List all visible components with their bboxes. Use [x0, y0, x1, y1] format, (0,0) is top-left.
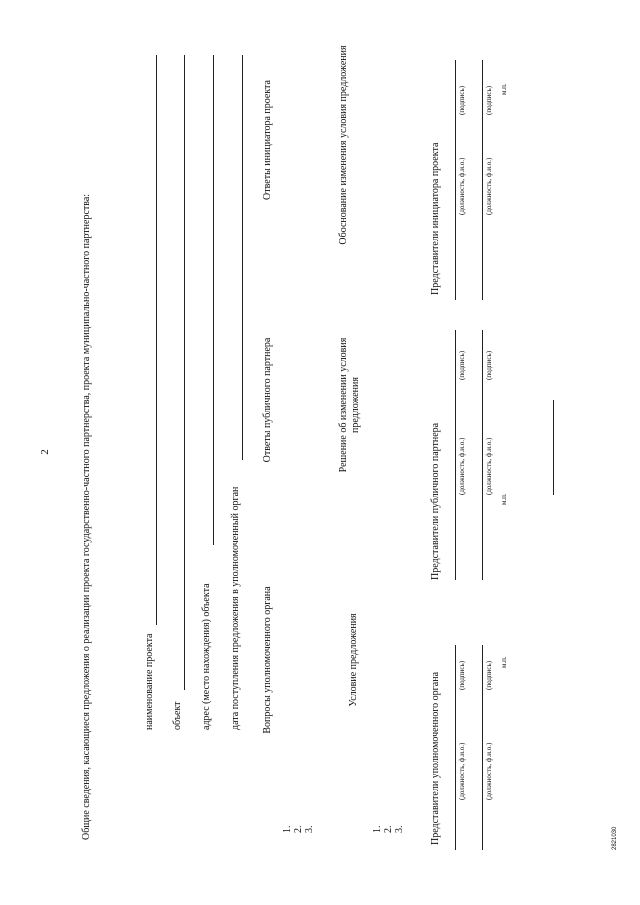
sig-partner-title: Представители публичного партнера — [430, 422, 441, 580]
field-object-line — [184, 55, 185, 690]
footnote-separator — [553, 400, 554, 495]
intro-text: Общие сведения, касающиеся предложения о реализации проекта государственно-частного партнерства, проекта муниципально-частного партнерства: — [81, 193, 92, 840]
sig-partner-line-2 — [482, 330, 483, 580]
field-object: объект — [172, 701, 183, 730]
qa-row-1: 1. — [282, 825, 293, 833]
sig-authority-pos-2: (должность, ф.и.о.) — [485, 742, 493, 800]
cond-row-1: 1. — [372, 825, 383, 833]
qa-row-3: 3. — [304, 825, 315, 833]
sig-partner-pos-1: (должность, ф.и.о.) — [458, 437, 466, 495]
sig-authority-pos-1: (должность, ф.и.о.) — [458, 742, 466, 800]
cond-col2-header: Решение об изменении условия предложения — [338, 337, 361, 473]
sig-initiator-sign-1: (подпись) — [458, 85, 466, 115]
field-project-name-line — [156, 55, 157, 625]
sig-initiator-title: Представители инициатора проекта — [430, 142, 441, 295]
field-project-name: наименование проекта — [144, 633, 155, 730]
sig-authority-sign-2: (подпись) — [485, 660, 493, 690]
page-number: 2 — [38, 449, 51, 455]
field-date-received-line — [242, 55, 243, 460]
sig-initiator-pos-1: (должность, ф.и.о.) — [458, 157, 466, 215]
sig-partner-stamp: м.п. — [500, 493, 508, 505]
sig-initiator-pos-2: (должность, ф.и.о.) — [485, 157, 493, 215]
sig-initiator-line-1 — [455, 60, 456, 300]
field-address-line — [213, 55, 214, 545]
sig-partner-sign-2: (подпись) — [485, 350, 493, 380]
sig-initiator-stamp: м.п. — [500, 83, 508, 95]
cond-col1-header: Условие предложения — [348, 613, 359, 707]
sig-authority-stamp: м.п. — [500, 656, 508, 668]
sig-initiator-sign-2: (подпись) — [485, 85, 493, 115]
cond-row-3: 3. — [394, 825, 405, 833]
doc-id: 2821030 — [612, 826, 618, 850]
sig-partner-sign-1: (подпись) — [458, 350, 466, 380]
qa-col3-header: Ответы инициатора проекта — [262, 80, 273, 200]
sig-initiator-line-2 — [482, 60, 483, 300]
cond-row-2: 2. — [383, 825, 394, 833]
qa-col1-header: Вопросы уполномоченного органа — [262, 586, 273, 734]
sig-authority-line-1 — [455, 645, 456, 850]
qa-row-2: 2. — [293, 825, 304, 833]
qa-col2-header: Ответы публичного партнера — [262, 337, 273, 463]
cond-col3-header: Обоснование изменения условия предложения — [338, 45, 349, 245]
sig-authority-line-2 — [482, 645, 483, 850]
sig-authority-title: Представители уполномоченного органа — [430, 671, 441, 845]
sig-partner-line-1 — [455, 330, 456, 580]
field-date-received: дата поступления предложения в уполномоченный орган — [230, 486, 241, 730]
field-address: адрес (место нахождения) объекта — [201, 583, 212, 730]
sig-partner-pos-2: (должность, ф.и.о.) — [485, 437, 493, 495]
sig-authority-sign-1: (подпись) — [458, 660, 466, 690]
